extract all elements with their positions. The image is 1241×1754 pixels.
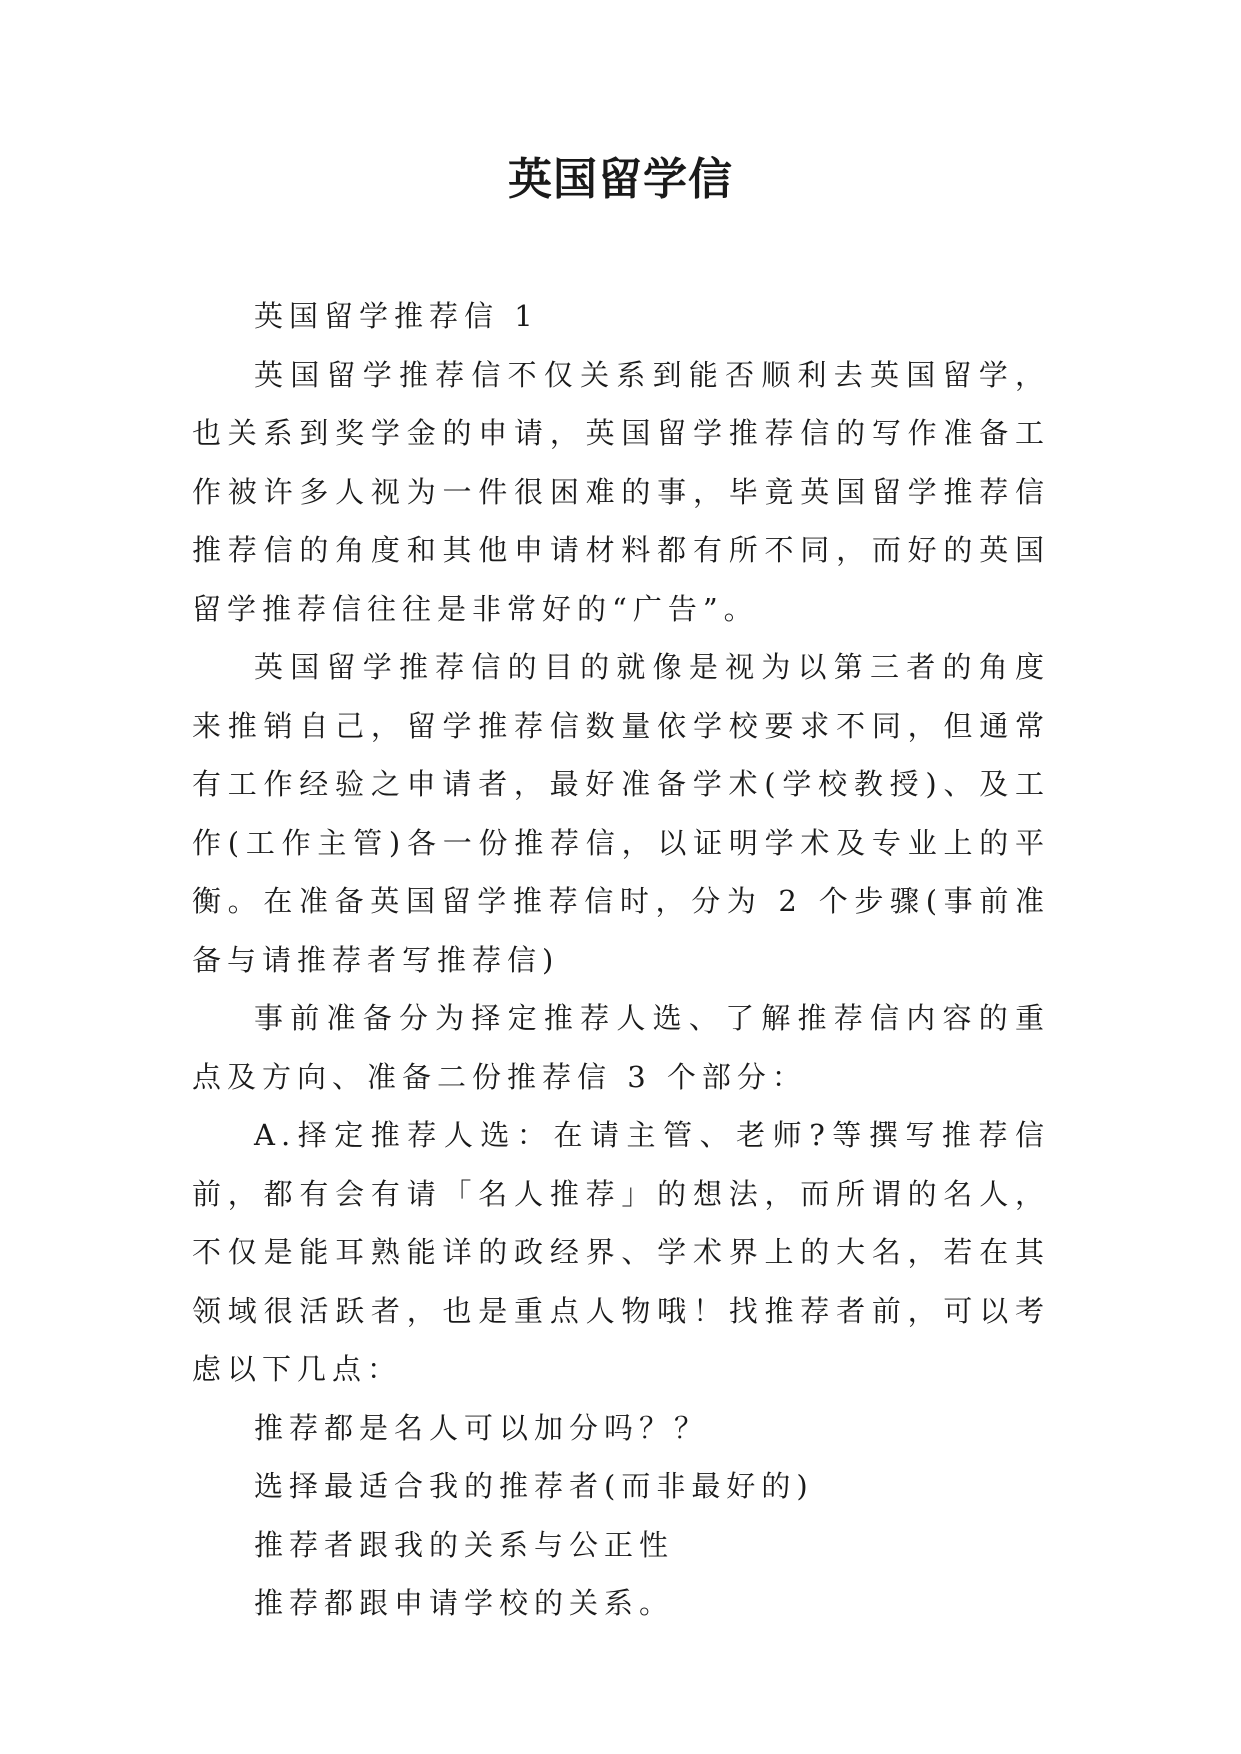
paragraph: 英国留学推荐信不仅关系到能否顺利去英国留学，也关系到奖学金的申请，英国留学推荐信的写作准备工作被许多人视为一件很困难的事，毕竟英国留学推荐信推荐信的角度和其他申请材料都有所不同，而好的英国留学推荐信往往是非常好的“广告”。 [192, 357, 1050, 626]
document-body [192, 287, 1050, 1633]
document-title: 英国留学信 [508, 154, 733, 205]
paragraph: 英国留学推荐信的目的就像是视为以第三者的角度来推销自己，留学推荐信数量依学校要求不同，但通常有工作经验之申请者，最好准备学术(学校教授)、及工作(工作主管)各一份推荐信，以证明学术及专业上的平衡。在准备英国留学推荐信时，分为 2 个步骤(事前准备与请推荐者写推荐信) [192, 650, 1050, 977]
list-item: 选择最适合我的推荐者(而非最好的) [254, 1469, 814, 1503]
list-item: 推荐者跟我的关系与公正性 [254, 1527, 675, 1562]
paragraph: 事前准备分为择定推荐人选、了解推荐信内容的重点及方向、准备二份推荐信 3 个部分： [192, 1001, 1050, 1094]
paragraph: A.择定推荐人选：在请主管、老师?等撰写推荐信前，都有会有请「名人推荐」的想法，而所谓的名人，不仅是能耳熟能详的政经界、学术界上的大名，若在其领域很活跃者，也是重点人物哦！找推荐者前，可以考虑以下几点： [192, 1118, 1050, 1386]
paragraph-heading: 英国留学推荐信 1 [254, 299, 539, 333]
list-item: 推荐都跟申请学校的关系。 [254, 1586, 675, 1620]
list-item: 推荐都是名人可以加分吗？？ [254, 1410, 710, 1445]
